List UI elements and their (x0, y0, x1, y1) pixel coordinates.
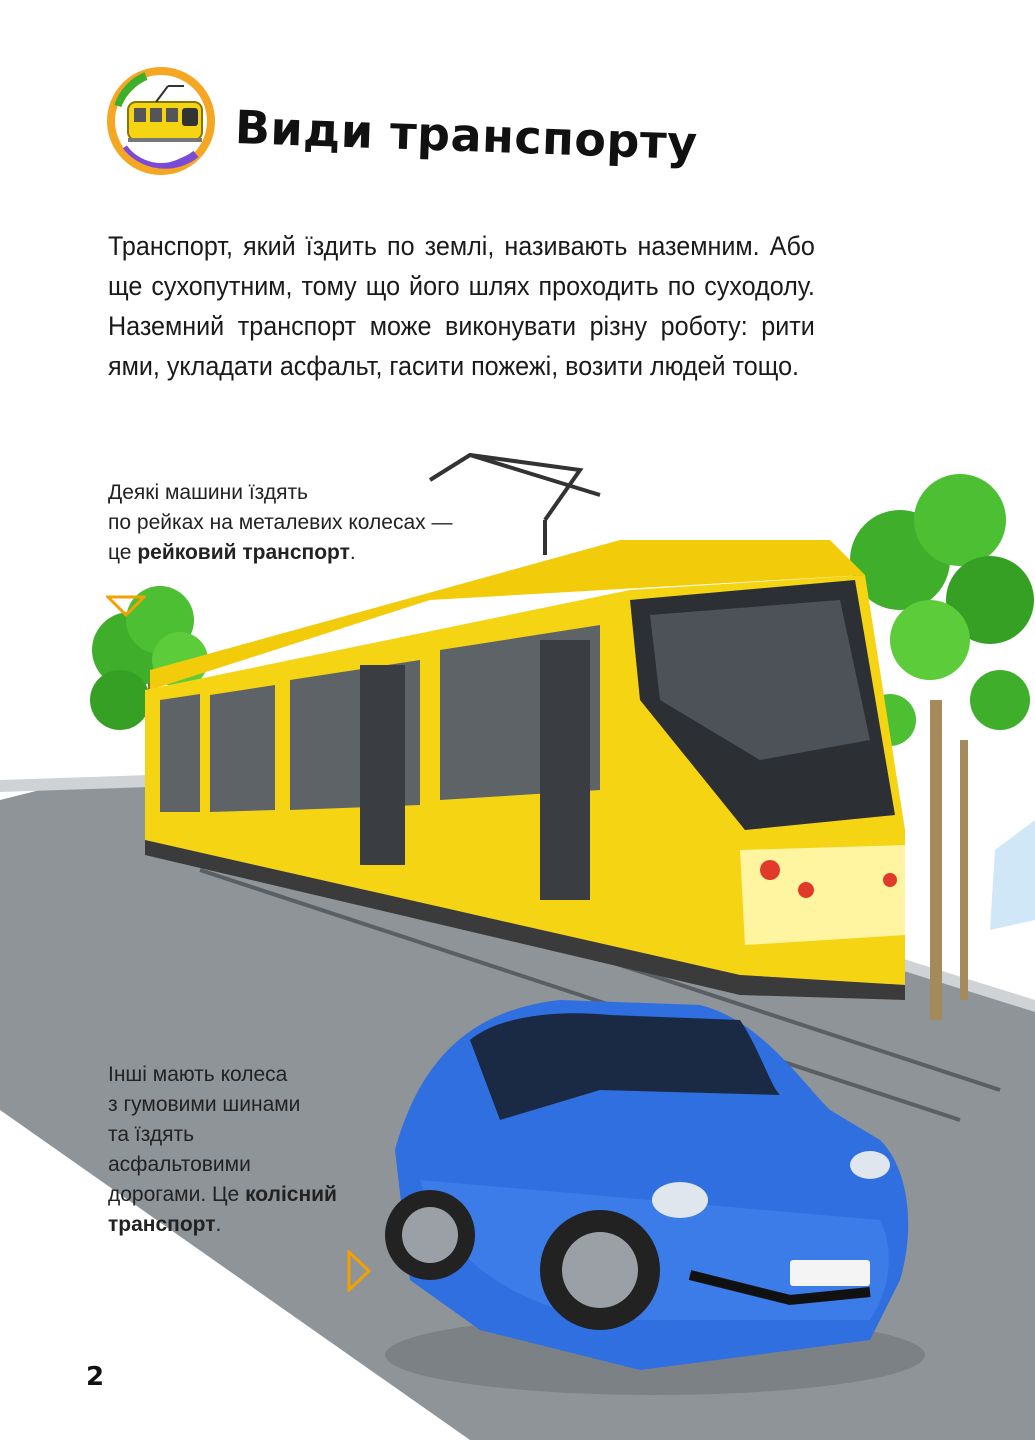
heading (100, 60, 720, 180)
wheel-note-line: з гумовими шинами (108, 1093, 301, 1116)
triangle-marker-icon (106, 594, 146, 618)
wheel-note-line: Інші мають колеса (108, 1063, 288, 1086)
wheel-note-line (108, 1180, 408, 1210)
illustration-scene (0, 440, 1035, 1440)
wheel-note-text: дорогами. Це (108, 1183, 246, 1206)
wheel-note-line: та їздять (108, 1123, 195, 1146)
rail-note-line: Деякі машини їздять (108, 481, 309, 504)
rail-note-line: по рейках на металевих колесах — (108, 511, 453, 534)
rail-note-text: це (108, 541, 138, 564)
wheeled-transport-term: транспорт (108, 1213, 216, 1236)
tram-icon (106, 66, 216, 176)
rail-transport-note (108, 478, 548, 568)
rail-note-text: . (349, 541, 356, 564)
wheel-note-line: асфальтовими (108, 1153, 251, 1176)
wheel-note-line (108, 1210, 408, 1240)
wheeled-transport-note (108, 1060, 408, 1240)
triangle-marker-icon (346, 1250, 372, 1292)
wheeled-transport-term: колісний (245, 1183, 337, 1206)
rail-note-line (108, 538, 548, 568)
page-number: 2 (86, 1362, 105, 1392)
intro-paragraph: Транспорт, який їздить по землі, називають наземним. Або ще сухопутним, тому що його шлях проходить по суходолу. Наземний транспорт може виконувати різну роботу: рити ями, укладати асфальт, гасити пожежі, возити людей тощо. (108, 231, 815, 381)
rail-transport-term: рейковий транспорт (137, 541, 350, 564)
wheel-note-text: . (215, 1213, 222, 1236)
page-title: Види транспорту (234, 100, 699, 171)
